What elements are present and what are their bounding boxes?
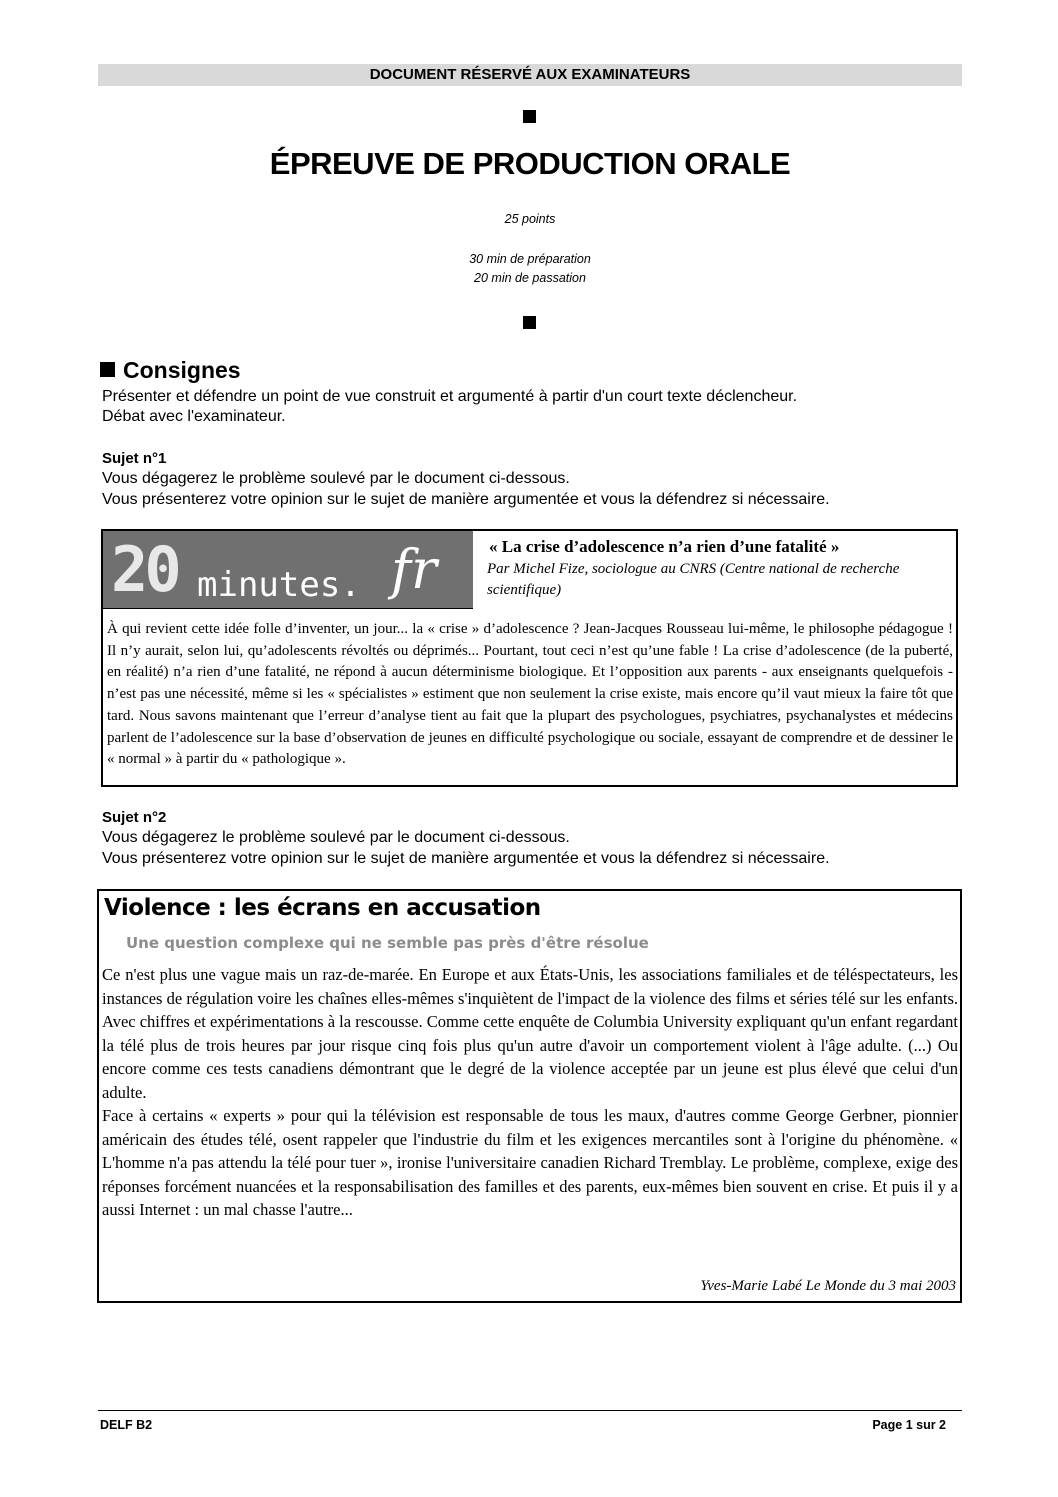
sujet2-paragraph-1: Ce n'est plus une vague mais un raz-de-marée. En Europe et aux États-Unis, les associations familiales et de téléspectateurs, les instances de régulation voire les chaînes elles-mêmes s'inquiètent de l'impact de la violence des films et séries télé sur les enfants. Avec chiffres et expérimentations à la rescousse. Comme cette enquête de Columbia University expliquant qu'un enfant regardant la télé plus de trois heures par jour risque cinq fois plus qu'un autre d'avoir un comportement violent à l'âge adulte. (...) Ou encore comme ces tests canadiens démontrant que le degré de la violence acceptée par un jeune est plus élevé que celui d'un adulte. — [102, 965, 958, 1102]
sujet1-byline: Par Michel Fize, sociologue au CNRS (Centre national de recherche scientifique) — [487, 561, 900, 598]
preparation-time: 30 min de préparation — [469, 252, 591, 266]
footer-exam-level: DELF B2 — [100, 1418, 153, 1432]
consigne-line-2: Débat avec l'examinateur. — [102, 408, 286, 425]
bullet-square-icon — [100, 362, 115, 377]
sujet1-instruction-1: Vous dégagerez le problème soulevé par le document ci-dessous. — [102, 470, 570, 487]
consigne-line-1: Présenter et défendre un point de vue construit et argumenté à partir d'un court texte déclencheur. — [102, 388, 798, 405]
sujet2-signature: Yves-Marie Labé Le Monde du 3 mai 2003 — [700, 1278, 956, 1294]
consignes-heading — [100, 357, 241, 384]
sujet2-article-text — [102, 963, 958, 1222]
separator-square-top — [523, 110, 536, 123]
sujet1-instruction-2: Vous présenterez votre opinion sur le sujet de manière argumentée et vous la défendrez si nécessaire. — [102, 491, 830, 508]
sujet2-label: Sujet n°2 — [102, 809, 167, 826]
sujet2-document-box — [97, 889, 962, 1303]
footer-page-number: Page 1 sur 2 — [872, 1418, 946, 1432]
sujet1-article-title: « La crise d’adolescence n’a rien d’une fatalité » — [489, 537, 840, 556]
passation-time: 20 min de passation — [474, 271, 586, 285]
sujet2-article-title: Violence : les écrans en accusation — [104, 895, 541, 921]
sujet1-article-text: À qui revient cette idée folle d’inventer, un jour... la « crise » d’adolescence ? Jean-Jacques Rousseau lui-même, le philosophe pédagogue ! Il n’y aurait, selon lui, qu’adolescents révoltés ou déprimés... Pourtant, tout ceci n’est qu’une fable ! La crise d’adolescence (de la puberté, en réalité) n’a rien d’une fatalité, ne répond à aucun déterminisme biologique. Et l’opposition aux parents - aux enseignants quelquefois - n’est pas une nécessité, même si les « spécialistes » estiment que non seulement la crise existe, mais encore qu’il vaut mieux la faire tôt que tard. Nous savons maintenant que l’erreur d’analyse tient au fait que la plupart des psychologues, psychiatres, psychanalystes et médecins parlent de l’adolescence sur la base d’observation de jeunes en difficulté psychologique ou sociale, essayant de comprendre et de dessiner le « normal » à partir du « pathologique ». — [107, 621, 953, 768]
footer-divider — [98, 1410, 962, 1411]
consignes-heading-text: Consignes — [123, 357, 241, 383]
sujet2-instruction-1: Vous dégagerez le problème soulevé par le document ci-dessous. — [102, 829, 570, 846]
sujet1-label: Sujet n°1 — [102, 450, 167, 467]
sujet2-subtitle: Une question complexe qui ne semble pas près d'être résolue — [126, 934, 649, 952]
sujet2-paragraph-2: Face à certains « experts » pour qui la télévision est responsable de tous les maux, d'autres comme George Gerbner, pionnier américain des études télé, osent rappeler que l'industrie du film et les exigences mercantiles sont à l'origine du phénomène. « L'homme n'a pas attendu la télé pour tuer », ironise l'universitaire canadien Richard Tremblay. Le problème, complexe, exige des réponses forcément nuancées et la responsabilisation des familles et des parents, eux-mêmes bien souvent en crise. Et puis il y a aussi Internet : un mal chasse l'autre... — [102, 1106, 958, 1219]
points-label: 25 points — [504, 212, 556, 226]
page-title: ÉPREUVE DE PRODUCTION ORALE — [269, 146, 791, 181]
sujet1-document-box — [101, 529, 958, 787]
separator-square-bottom — [523, 316, 536, 329]
reserved-banner: DOCUMENT RÉSERVÉ AUX EXAMINATEURS — [98, 64, 962, 86]
20minutes-logo: 20 minutes. fr — [103, 531, 473, 609]
logo-divider — [103, 608, 473, 609]
sujet2-instruction-2: Vous présenterez votre opinion sur le sujet de manière argumentée et vous la défendrez si nécessaire. — [102, 850, 830, 867]
